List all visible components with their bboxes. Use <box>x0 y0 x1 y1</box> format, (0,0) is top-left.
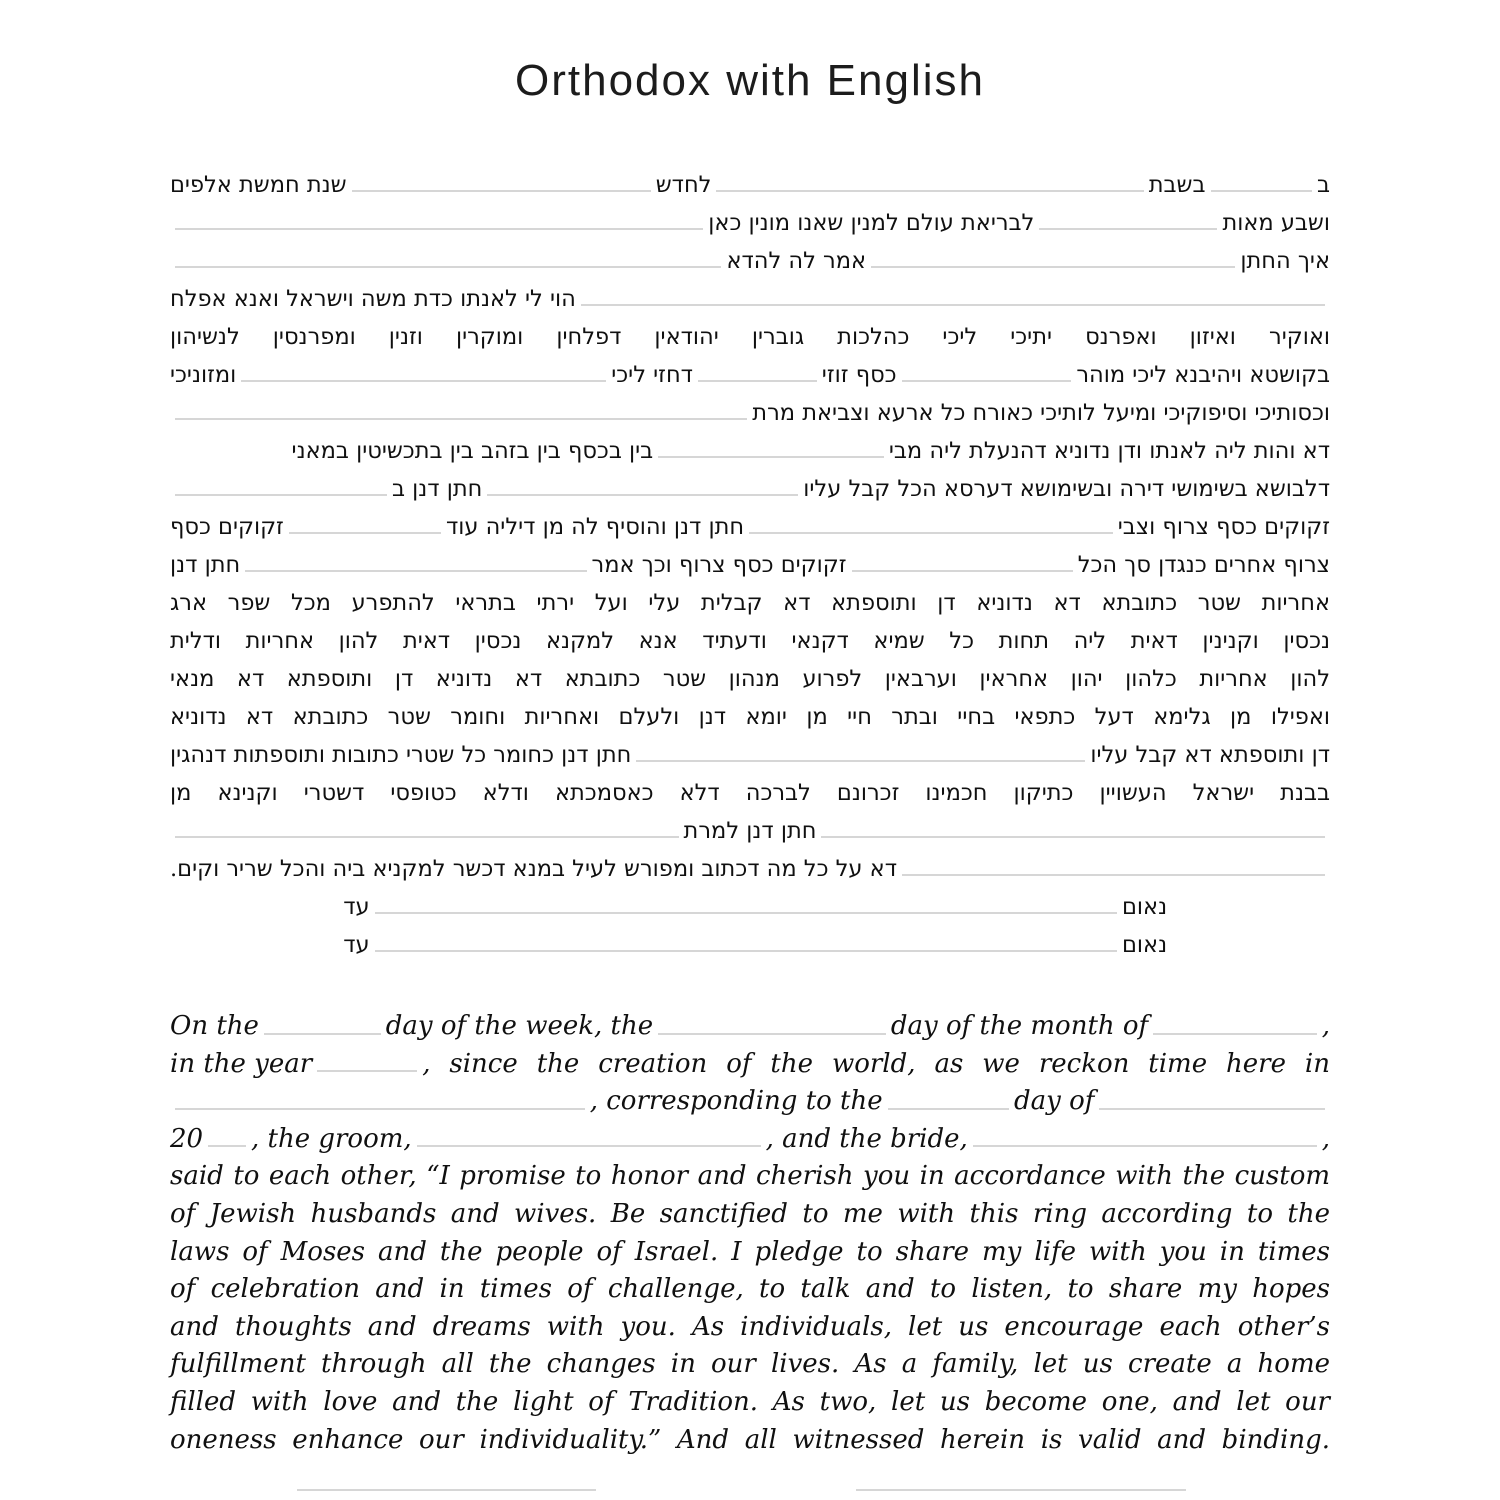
text-segment: נאום <box>1121 894 1168 920</box>
fill-in-blank <box>352 190 651 192</box>
english-line <box>170 1121 1330 1159</box>
fill-in-blank <box>749 532 1113 534</box>
text-segment: בין בכסף בין בזהב בין בתכשיטין במאני <box>291 438 654 464</box>
hebrew-line: ואפילו מן גלימא דעל כתפאי בחיי ובתר חיי מן יומא דנן ולעלם ואחריות וחומר שטר כתובתא דא נדוניא <box>170 704 1330 730</box>
fill-in-blank <box>317 1070 417 1072</box>
text-segment: ומזוניכי <box>169 362 237 388</box>
fill-in-blank <box>241 380 606 382</box>
fill-in-blank <box>417 1145 761 1147</box>
hebrew-line <box>170 736 1330 774</box>
fill-in-blank <box>973 1145 1317 1147</box>
fill-in-blank <box>175 494 387 496</box>
spacer <box>170 888 343 926</box>
text-segment: דא והות ליה לאנתו ודן נדוניא דהנעלת ליה מבי <box>888 438 1330 464</box>
hebrew-line: אחריות שטר כתובתא דא נדוניא דן ותוספתא דא קבלית עלי ועל ירתי בתראי להתפרע מכל שפר ארג <box>170 590 1330 616</box>
fill-in-blank <box>375 950 1117 952</box>
text-segment: זקוקים כסף <box>170 514 284 540</box>
fill-in-blank <box>175 418 747 420</box>
hebrew-line <box>170 432 1330 470</box>
fill-in-blank <box>297 1489 596 1491</box>
text-segment: day of <box>1014 1086 1095 1117</box>
hebrew-line: להון אחריות כלהון יהון אחראין וערבאין לפרוע מנהון שטר כתובתא דא נדוניא דן ותוספתא דא מנאי <box>170 666 1330 692</box>
fill-in-blank <box>208 1145 246 1147</box>
fill-in-blank <box>658 1033 886 1035</box>
fill-in-blank <box>175 836 679 838</box>
text-segment: , the groom, <box>250 1123 412 1154</box>
text-segment: On the <box>170 1011 259 1041</box>
hebrew-line: ואוקיר ואיזון ואפרנס יתיכי ליכי כהלכות גוברין יהודאין דפלחין ומוקרין וזנין ומפרנסין לנשיהון <box>170 324 1330 350</box>
text-segment: day of the week, the <box>385 1011 654 1041</box>
fill-in-blank <box>581 304 1325 306</box>
text-segment: צרוף אחרים כנגדן סך הכל <box>1077 552 1330 578</box>
hebrew-line: נכסין וקנינין דאית ליה תחות כל שמיא דקנאי ודעתיד אנא למקנא נכסין דאית להון אחריות ודלית <box>170 628 1330 654</box>
spacer <box>1186 1481 1330 1491</box>
fill-in-blank <box>856 1489 1186 1491</box>
english-line <box>170 1083 1330 1121</box>
text-segment: , since the creation of the world, as we reckon time here in <box>422 1048 1330 1079</box>
text-segment: שנת חמשת אלפים <box>170 172 347 198</box>
spacer <box>170 1481 297 1491</box>
hebrew-line <box>170 470 1330 508</box>
text-segment: 20 <box>170 1123 204 1154</box>
text-segment: כסף זוזי <box>821 362 897 388</box>
text-segment: חתן דנן <box>170 552 241 578</box>
spacer <box>596 1481 856 1491</box>
document-body <box>170 166 1330 1491</box>
text-segment: , <box>1321 1011 1330 1041</box>
text-segment: חתן דנן כחומר כל שטרי כתובות ותוספתות דנהגין <box>170 742 632 768</box>
text-segment: דא על כל מה דכתוב ומפורש לעיל במנא דכשר למקניא ביה והכל שריר וקים. <box>170 856 897 882</box>
text-segment: חתן דנן והוסיף לה מן דיליה עוד <box>445 514 745 540</box>
spacer <box>170 926 343 964</box>
english-line: of Jewish husbands and wives. Be sanctified to me with this ring according to the <box>170 1198 1330 1229</box>
text-segment: בשבת <box>1148 172 1206 198</box>
hebrew-line <box>170 166 1330 204</box>
hebrew-line <box>170 204 1330 242</box>
text-segment: הוי לי לאנתו כדת משה וישראל ואנא אפלח <box>170 286 576 312</box>
english-line <box>170 1046 1330 1084</box>
text-segment: זקוקים כסף צרוף וכך אמר <box>591 552 847 578</box>
text-segment: , and the bride, <box>765 1123 968 1154</box>
text-segment: וכסותיכי וסיפוקיכי ומיעל לותיכי כאורח כל ארעא וצביאת מרת <box>752 400 1330 426</box>
english-line <box>170 1008 1330 1046</box>
hebrew-line <box>170 926 1330 964</box>
fill-in-blank <box>264 1033 381 1035</box>
text-segment: בקושטא ויהיבנא ליכי מוהר <box>1076 362 1330 388</box>
fill-in-blank <box>289 532 441 534</box>
hebrew-line <box>170 850 1330 888</box>
fill-in-blank <box>1153 1033 1317 1035</box>
hebrew-text-section <box>170 166 1330 964</box>
fill-in-blank <box>716 190 1143 192</box>
fill-in-blank <box>487 494 798 496</box>
hebrew-line <box>170 394 1330 432</box>
fill-in-blank <box>888 1108 1009 1110</box>
text-segment: , corresponding to the <box>589 1086 883 1117</box>
fill-in-blank <box>245 570 586 572</box>
english-line: laws of Moses and the people of Israel. I pledge to share my life with you in times <box>170 1236 1330 1267</box>
english-text-section <box>170 1008 1330 1459</box>
fill-in-blank <box>852 570 1073 572</box>
fill-in-blank <box>375 912 1117 914</box>
page-title: Orthodox with English <box>515 56 985 105</box>
hebrew-line <box>170 280 1330 318</box>
text-segment: , <box>1321 1123 1330 1154</box>
english-line: filled with love and the light of Tradition. As two, let us become one, and let our <box>170 1386 1330 1417</box>
hebrew-line: בבנת ישראל העשויין כתיקון חכמינו זכרונם לברכה דלא כאסמכתא ודלא כטופסי דשטרי וקנינא מן <box>170 780 1330 806</box>
fill-in-blank <box>1039 228 1217 230</box>
english-line: and thoughts and dreams with you. As individuals, let us encourage each other’s <box>170 1311 1330 1342</box>
fill-in-blank <box>175 266 721 268</box>
text-segment: עד <box>343 932 370 958</box>
spacer <box>1167 926 1330 964</box>
text-segment: דחזי ליכי <box>611 362 693 388</box>
english-line: said to each other, “I promise to honor and cherish you in accordance with the custom <box>170 1161 1330 1192</box>
text-segment: נאום <box>1121 932 1168 958</box>
text-segment: day of the month of <box>890 1011 1149 1041</box>
fill-in-blank <box>871 266 1235 268</box>
text-segment: חתן דנן למרת <box>683 818 817 844</box>
text-segment: דן ותוספתא דא קבל עליו <box>1090 742 1330 768</box>
fill-in-blank <box>902 874 1325 876</box>
text-segment: לבריאת עולם למנין שאנו מונין כאן <box>708 210 1035 236</box>
fill-in-blank <box>658 456 884 458</box>
hebrew-line <box>170 812 1330 850</box>
hebrew-line <box>170 242 1330 280</box>
fill-in-blank <box>175 1108 585 1110</box>
text-segment: ושבע מאות <box>1222 210 1330 236</box>
text-segment: לחדש <box>655 172 712 198</box>
text-segment: ב <box>1316 172 1330 198</box>
text-segment: in the year <box>170 1048 313 1079</box>
hebrew-line <box>170 888 1330 926</box>
fill-in-blank <box>1099 1108 1325 1110</box>
text-segment: חתן דנן ב <box>391 476 483 502</box>
text-segment: אמר לה להדא <box>726 248 867 274</box>
text-segment: איך החתן <box>1240 248 1330 274</box>
hebrew-line <box>170 508 1330 546</box>
english-line: fulfillment through all the changes in our lives. As a family, let us create a home <box>170 1349 1330 1380</box>
english-line: oneness enhance our individuality.” And all witnessed herein is valid and binding. <box>170 1424 1330 1455</box>
spacer <box>1167 888 1330 926</box>
fill-in-blank <box>175 228 703 230</box>
signature-row <box>170 1481 1330 1491</box>
text-segment: זקוקים כסף צרוף וצבי <box>1117 514 1330 540</box>
fill-in-blank <box>1211 190 1312 192</box>
fill-in-blank <box>821 836 1325 838</box>
text-segment: עד <box>343 894 370 920</box>
hebrew-line <box>170 356 1330 394</box>
fill-in-blank <box>636 760 1085 762</box>
fill-in-blank <box>902 380 1072 382</box>
english-line: of celebration and in times of challenge, to talk and to listen, to share my hopes <box>170 1274 1330 1305</box>
hebrew-line <box>170 546 1330 584</box>
text-segment: דלבושא בשימושי דירה ובשימושא דערסא הכל קבל עליו <box>803 476 1330 502</box>
fill-in-blank <box>698 380 817 382</box>
